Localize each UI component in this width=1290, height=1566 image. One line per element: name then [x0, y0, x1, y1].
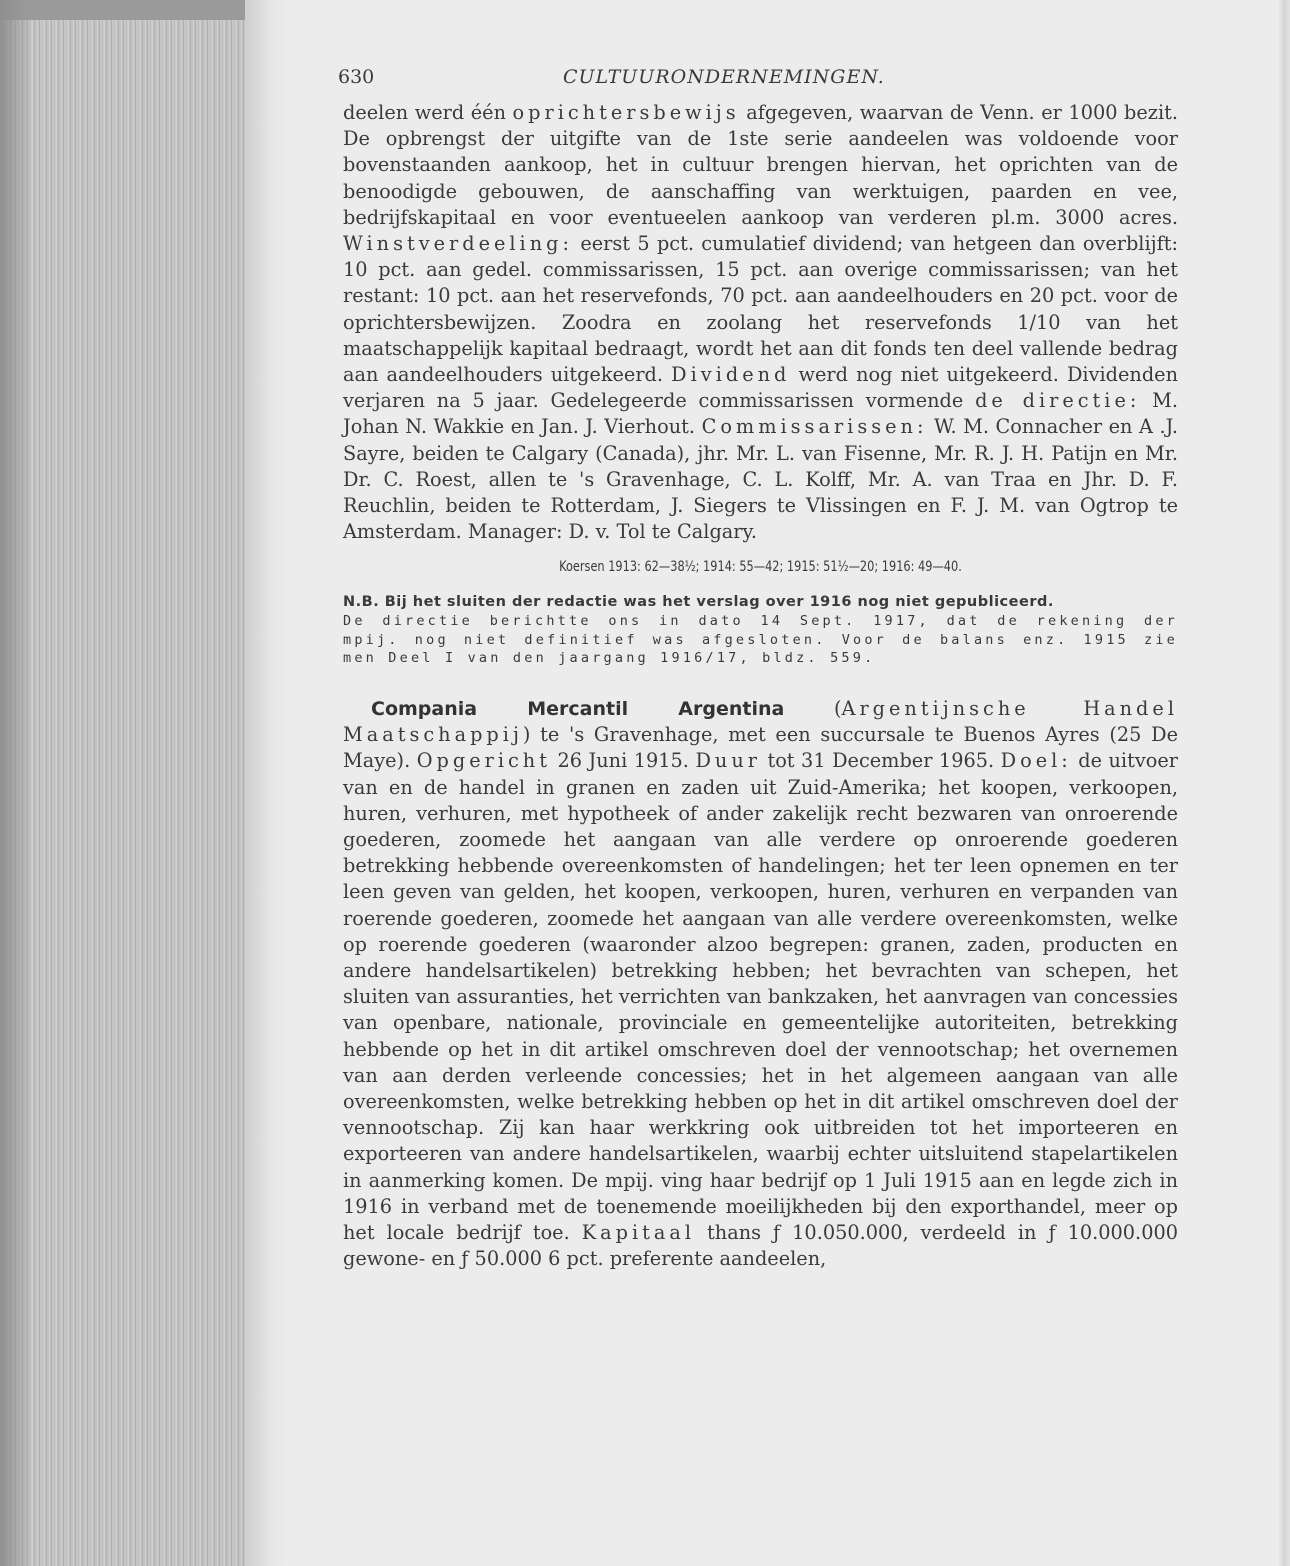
- page-number: 630: [338, 66, 375, 88]
- text: deelen werd één: [343, 101, 513, 124]
- book-page-edges: [0, 0, 250, 1566]
- text: ) te 's Gravenhage, met een succursale te Buenos Ayres (25 De Maye).: [343, 723, 1178, 773]
- text: W. M. Connacher en A .J. Sayre, beiden te Calgary (Canada), jhr. Mr. L. van Fisenne, Mr. R. J. H. Patijn en Mr. Dr. C. Roest, allen te 's Gravenhage, C. L. Kolff, Mr. A. van Traa en Jhr. D. F. Reuchlin, beiden te Rotterdam, J. Siegers te Vlissingen en F. J. M. van Ogtrop te Amsterdam. Manager: D. v. Tol te Calgary.: [343, 415, 1178, 544]
- spaced-term: Doel:: [1000, 749, 1072, 773]
- text: de uitvoer van en de handel in granen en zaden uit Zuid-Amerika; het koopen, verkoopen, huren, verhuren, met hypotheek of ander zakelijk recht bezwaren van onroerende goederen, zoomede het aangaan van alle verdere op onroerende goederen betrekking hebbende overeenkomsten of handelingen; het ter leen opnemen en ter leen geven van gelden, het koopen, verkoopen, huren, verhuren en verpanden van roerende goederen, zoomede het aangaan van alle verdere overeenkomsten, welke op roerende goederen (waaronder alzoo begrepen: granen, zaden, producten en andere handelsartikelen) betrekking hebben; het bevrachten van schepen, het sluiten van assuranties, het verrichten van bankzaken, het aanvragen van concessies van openbare, nationale, provinciale en gemeentelijke autoriteiten, betrekking hebbende op het in dit artikel omschreven doel der vennootschap; het overnemen van aan derden verleende concessies; het in het algemeen aangaan van alle overeenkomsten, welke betrekking hebben op het in dit artikel omschreven doel der vennootschap. Zij kan haar werkkring ook uitbreiden tot het importeeren en exporteeren van andere handelsartikelen, waarbij echter uitsluitend stapelartikelen in aanmerking komen. De mpij. ving haar bedrijf op 1 Juli 1915 aan en legde zich in 1916 in verband met de toenemende moeilijkheden bij den exporthandel, meer op het locale bedrijf toe.: [343, 749, 1178, 1245]
- nb-note-heading: N.B. Bij het sluiten der redactie was het verslag over 1916 nog niet gepubliceerd.: [343, 594, 1054, 611]
- spaced-term: oprichtersbewijs: [512, 101, 740, 124]
- book-gutter: [245, 0, 290, 1566]
- section-title: CULTUURONDERNEMINGEN.: [563, 66, 885, 88]
- text: (: [784, 696, 842, 720]
- text: thans ƒ 10.050.000, verdeeld in ƒ 10.000.000 gewone- en ƒ 50.000 6 pct. preferente aandeelen,: [343, 1221, 1178, 1271]
- text: tot 31 December 1965.: [760, 749, 1001, 773]
- text: afgegeven, waarvan de Venn. er 1000 bezit. De opbrengst der uitgifte van de 1ste serie aandeelen was voldoende voor bovenstaanden aankoop, het in cultuur brengen hiervan, het oprichten van de benoodigde gebouwen, de aanschaffing van werktuigen, paarden en vee, bedrijfskapitaal en voor eventueelen aankoop van verderen pl.m. 3000 acres.: [343, 101, 1179, 229]
- spaced-term: Winstverdeeling:: [343, 232, 573, 256]
- spaced-term: Commissarissen:: [701, 415, 928, 439]
- share-prices-line: Koersen 1913: 62—38½; 1914: 55—42; 1915: 51½—20; 1916: 49—40.: [559, 559, 962, 576]
- text: werd nog niet uitgekeerd. Dividenden verjaren na 5 jaar. Gedelegeerde commissarissen vormende: [343, 363, 1178, 413]
- spaced-term: de directie:: [975, 389, 1141, 413]
- nb-note-body: De directie berichtte ons in dato 14 Sept. 1917, dat de rekening der mpij. nog niet definitief was afgesloten. Voor de balans enz. 1915 zie men Deel I van den jaargang 1916/17, bldz. 559.: [343, 613, 1178, 667]
- spaced-term: Dividend: [671, 363, 791, 387]
- spaced-term: Argentijnsche Handel Maatschappij: [343, 696, 1178, 747]
- running-head: [338, 60, 1178, 100]
- company-name-heading: Compania Mercantil Argentina: [371, 697, 785, 720]
- spaced-term: Duur: [695, 749, 761, 773]
- text: 26 Juni 1915.: [550, 749, 696, 773]
- spaced-term: Kapitaal: [581, 1221, 696, 1245]
- text: eerst 5 pct. cumulatief dividend; van hetgeen dan overblijft: 10 pct. aan gedel. commissarissen, 15 pct. aan overige commissarissen; van het restant: 10 pct. aan het reservefonds, 70 pct. aan aandeelhouders en 20 pct. voor de oprichtersbewijzen. Zoodra en zoolang het reservefonds 1/10 van het maatschappelijk kapitaal bedraagt, wordt het aan dit fonds ten deel vallende bedrag aan aandeelhouders uitgekeerd.: [343, 232, 1178, 387]
- company-entry-paragraph: [343, 696, 1178, 1272]
- spaced-term: Opgericht: [416, 749, 551, 773]
- text: M. Johan N. Wakkie en Jan. J. Vierhout.: [343, 389, 1178, 439]
- page-right-edge: [1278, 0, 1290, 1566]
- entry-continuation-paragraph: [343, 100, 1178, 545]
- page-content: [338, 60, 1179, 1272]
